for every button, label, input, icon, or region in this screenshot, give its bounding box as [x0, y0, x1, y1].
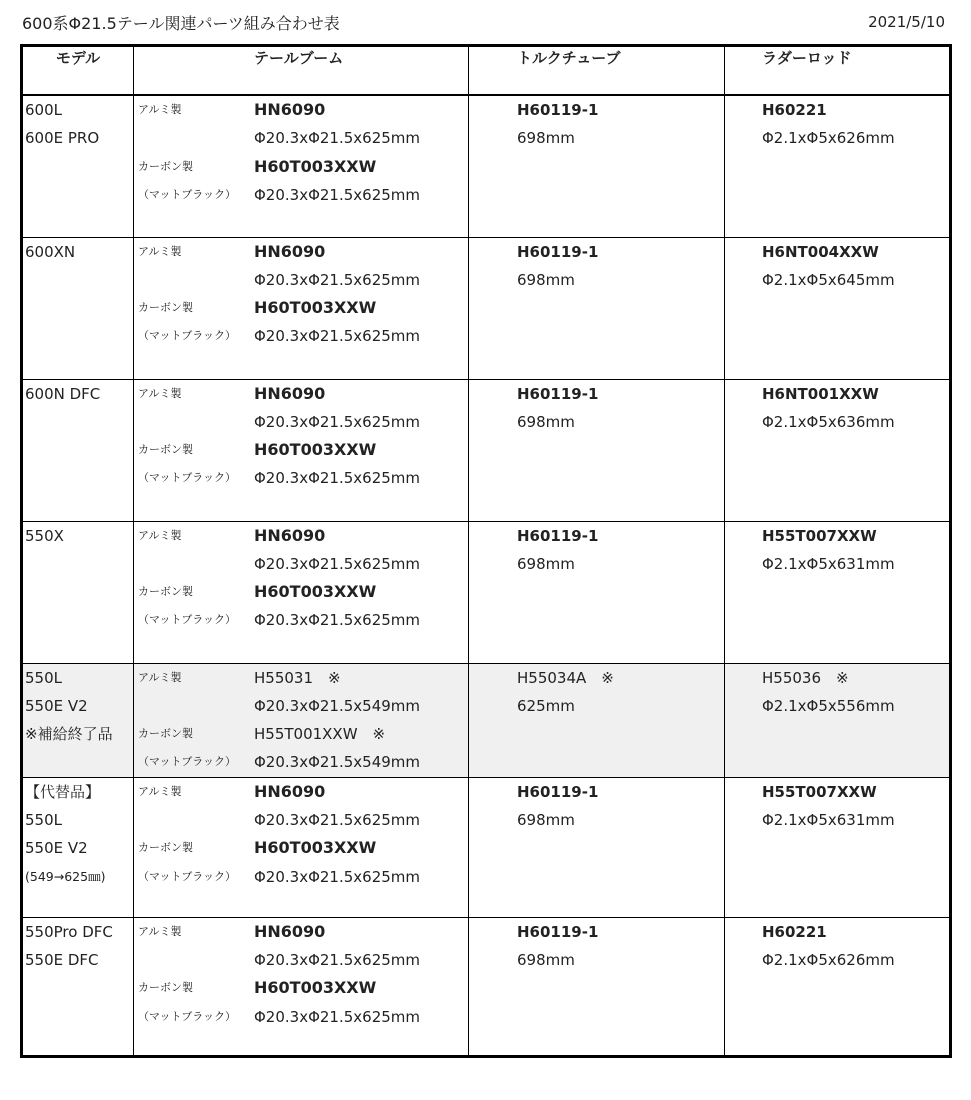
dimension: Φ20.3xΦ21.5x625mm: [254, 810, 421, 829]
parts-table: [20, 44, 952, 1058]
part-number: H60T003XXW: [254, 582, 377, 602]
part-number: H60119-1: [517, 922, 599, 941]
model-name: 550E V2: [25, 839, 88, 858]
part-number: HN6090: [254, 525, 326, 545]
model-name: (549→625㎜): [25, 868, 106, 884]
model-name: ※補給終了品: [25, 725, 113, 744]
model-name: 600XN: [25, 242, 76, 261]
part-number: H6NT001XXW: [762, 384, 879, 403]
dimension: Φ20.3xΦ21.5x549mm: [254, 753, 421, 772]
column-header-tailboom: テールブーム: [134, 46, 469, 96]
torque-cell: [469, 777, 725, 917]
part-number: H55031 ※: [254, 668, 341, 687]
part-number: H60119-1: [517, 384, 599, 403]
model-name: 550Pro DFC: [25, 922, 113, 941]
torque-cell: [469, 379, 725, 521]
part-number: H55036 ※: [762, 668, 849, 687]
table-row: [22, 663, 951, 777]
model-cell: [22, 777, 134, 917]
material-label: カーボン製: [138, 301, 193, 315]
dimension: 698mm: [517, 129, 575, 148]
dimension: Φ20.3xΦ21.5x625mm: [254, 554, 421, 573]
material-label: カーボン製: [138, 443, 193, 457]
part-number: H60T003XXW: [254, 440, 377, 460]
material-label: アルミ製: [138, 244, 182, 258]
dimension: Φ20.3xΦ21.5x625mm: [254, 1007, 421, 1026]
model-cell: [22, 95, 134, 237]
model-name: 550E V2: [25, 696, 88, 715]
finish-label: （マットブラック）: [138, 755, 237, 769]
rudder-cell: [725, 379, 951, 521]
dimension: Φ20.3xΦ21.5x625mm: [254, 950, 421, 969]
tailboom-cell: [134, 663, 469, 777]
part-number: HN6090: [254, 383, 326, 403]
tailboom-cell: [134, 237, 469, 379]
material-label: アルミ製: [138, 670, 182, 684]
model-name: 600N DFC: [25, 384, 101, 403]
dimension: Φ2.1xΦ5x556mm: [762, 696, 895, 715]
dimension: Φ20.3xΦ21.5x625mm: [254, 469, 421, 488]
dimension: Φ2.1xΦ5x636mm: [762, 412, 895, 431]
finish-label: （マットブラック）: [138, 1009, 237, 1023]
part-number: H60T003XXW: [254, 838, 377, 858]
rudder-cell: [725, 95, 951, 237]
material-label: カーボン製: [138, 727, 193, 741]
model-cell: [22, 521, 134, 663]
part-number: H60119-1: [517, 242, 599, 261]
dimension: Φ2.1xΦ5x631mm: [762, 554, 895, 573]
dimension: Φ20.3xΦ21.5x625mm: [254, 412, 421, 431]
part-number: H60119-1: [517, 101, 599, 119]
part-number: HN6090: [254, 100, 326, 119]
part-number: H60T003XXW: [254, 298, 377, 318]
material-label: アルミ製: [138, 924, 182, 938]
rudder-cell: [725, 237, 951, 379]
table-row: [22, 95, 951, 237]
model-cell: [22, 379, 134, 521]
dimension: 698mm: [517, 270, 575, 289]
dimension: 698mm: [517, 554, 575, 573]
torque-cell: [469, 237, 725, 379]
dimension: 698mm: [517, 810, 575, 829]
part-number: H60119-1: [517, 782, 599, 801]
tailboom-cell: [134, 917, 469, 1056]
table-row: [22, 521, 951, 663]
model-name: 550L: [25, 668, 62, 687]
model-name: 550L: [25, 810, 62, 829]
model-cell: [22, 917, 134, 1056]
model-name: 600L: [25, 101, 62, 119]
dimension: Φ20.3xΦ21.5x625mm: [254, 129, 421, 148]
torque-cell: [469, 95, 725, 237]
part-number: HN6090: [254, 241, 326, 261]
part-number: H60T003XXW: [254, 978, 377, 998]
part-number: HN6090: [254, 781, 326, 801]
dimension: 698mm: [517, 950, 575, 969]
material-label: カーボン製: [138, 159, 193, 173]
page-title: 600系Φ21.5テール関連パーツ組み合わせ表: [22, 14, 340, 33]
rudder-cell: [725, 777, 951, 917]
material-label: カーボン製: [138, 841, 193, 855]
table-row: [22, 379, 951, 521]
material-label: カーボン製: [138, 585, 193, 599]
part-number: H60221: [762, 922, 827, 941]
part-number: H55T007XXW: [762, 782, 877, 801]
part-number: H55T001XXW ※: [254, 725, 386, 744]
header-row: [22, 46, 951, 96]
torque-cell: [469, 917, 725, 1056]
part-number: H55T007XXW: [762, 526, 877, 545]
part-number: H60T003XXW: [254, 156, 377, 176]
dimension: 698mm: [517, 412, 575, 431]
model-cell: [22, 663, 134, 777]
column-header-model: モデル: [22, 46, 134, 96]
finish-label: （マットブラック）: [138, 329, 237, 343]
dimension: Φ2.1xΦ5x626mm: [762, 950, 895, 969]
model-name: 550E DFC: [25, 950, 99, 969]
part-number: H55034A ※: [517, 668, 614, 687]
column-header-rudder: ラダーロッド: [725, 46, 951, 96]
table-row: [22, 777, 951, 917]
material-label: アルミ製: [138, 784, 182, 798]
part-number: H60119-1: [517, 526, 599, 545]
tailboom-cell: [134, 521, 469, 663]
torque-cell: [469, 521, 725, 663]
dimension: 625mm: [517, 696, 575, 715]
dimension: Φ20.3xΦ21.5x625mm: [254, 270, 421, 289]
finish-label: （マットブラック）: [138, 613, 237, 627]
document-date: 2021/5/10: [868, 13, 945, 31]
dimension: Φ2.1xΦ5x631mm: [762, 810, 895, 829]
material-label: アルミ製: [138, 528, 182, 542]
part-number: H6NT004XXW: [762, 242, 879, 261]
model-cell: [22, 237, 134, 379]
tailboom-cell: [134, 379, 469, 521]
finish-label: （マットブラック）: [138, 187, 237, 201]
material-label: アルミ製: [138, 103, 182, 116]
model-name: 550X: [25, 526, 64, 545]
tailboom-cell: [134, 777, 469, 917]
table-row: [22, 237, 951, 379]
material-label: カーボン製: [138, 981, 193, 995]
part-number: H60221: [762, 101, 827, 119]
dimension: Φ20.3xΦ21.5x625mm: [254, 185, 421, 204]
rudder-cell: [725, 663, 951, 777]
tailboom-cell: [134, 95, 469, 237]
table-row: [22, 917, 951, 1056]
dimension: Φ20.3xΦ21.5x625mm: [254, 327, 421, 346]
torque-cell: [469, 663, 725, 777]
rudder-cell: [725, 521, 951, 663]
dimension: Φ2.1xΦ5x645mm: [762, 270, 895, 289]
column-header-torque: トルクチューブ: [469, 46, 725, 96]
dimension: Φ20.3xΦ21.5x625mm: [254, 611, 421, 630]
finish-label: （マットブラック）: [138, 869, 237, 883]
model-name: 600E PRO: [25, 129, 100, 148]
model-name: 【代替品】: [25, 782, 101, 801]
rudder-cell: [725, 917, 951, 1056]
part-number: HN6090: [254, 921, 326, 941]
dimension: Φ20.3xΦ21.5x549mm: [254, 696, 421, 715]
dimension: Φ20.3xΦ21.5x625mm: [254, 867, 421, 886]
material-label: アルミ製: [138, 386, 182, 400]
finish-label: （マットブラック）: [138, 471, 237, 485]
dimension: Φ2.1xΦ5x626mm: [762, 129, 895, 148]
